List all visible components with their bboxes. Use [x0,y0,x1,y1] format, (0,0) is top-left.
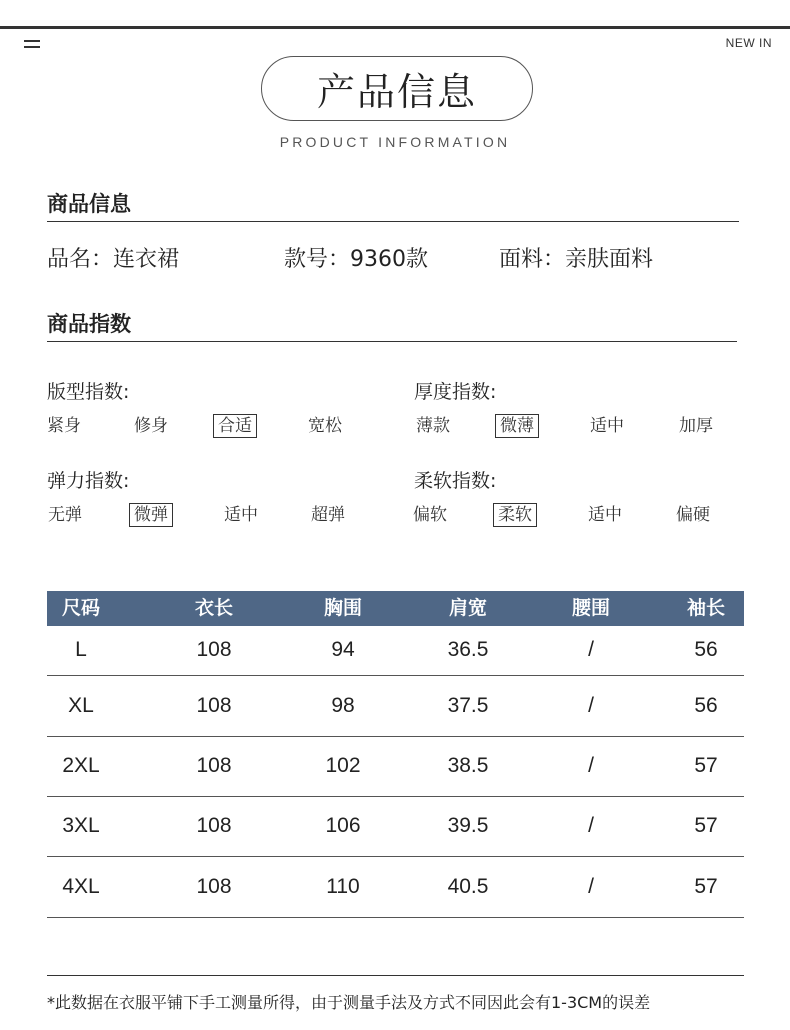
table-cell: 108 [196,814,232,837]
table-cell: 39.5 [447,814,489,837]
table-row [47,737,744,797]
fit-option-4: 宽松 [308,416,342,436]
menu-icon[interactable] [24,40,40,50]
title-pill [261,56,533,121]
size-table-header [47,591,744,626]
table-cell: 56 [694,694,718,717]
elasticity-option-3: 适中 [224,505,258,525]
product-index-rule [47,341,737,342]
table-cell: 57 [694,814,718,837]
column-header-2: 衣长 [194,597,234,619]
table-row [47,626,744,676]
product-model: 款号：9360款 [284,247,428,272]
table-cell: 4XL [62,875,100,898]
softness-index-label: 柔软指数: [414,470,497,492]
thickness-index-label: 厚度指数: [414,381,497,403]
page-subtitle: PRODUCT INFORMATION [279,134,511,150]
table-cell: XL [68,694,94,717]
product-index-title: 商品指数 [47,312,131,336]
new-in-label[interactable]: NEW IN [725,36,772,50]
table-cell: 94 [331,638,355,661]
table-cell: 106 [325,814,361,837]
product-fabric: 面料：亲肤面料 [499,247,654,272]
elasticity-index-label: 弹力指数: [47,470,130,492]
product-info-title: 商品信息 [47,192,131,216]
fit-option-3-selected: 合适 [213,414,257,438]
column-header-5: 腰围 [571,597,611,619]
table-cell: 110 [326,875,360,898]
table-cell: 108 [196,754,232,777]
footnote-rule [47,975,744,976]
table-cell: 56 [694,638,718,661]
table-cell: 36.5 [447,638,489,661]
thickness-option-2-selected: 微薄 [495,414,539,438]
table-cell: 98 [331,694,355,717]
softness-option-2-selected: 柔软 [493,503,537,527]
table-cell: 37.5 [447,694,489,717]
page-title: 产品信息 [316,70,477,114]
elasticity-option-1: 无弹 [48,505,82,525]
product-info-rule [47,221,739,222]
column-header-1: 尺码 [61,597,101,619]
thickness-option-1: 薄款 [416,416,450,436]
table-cell: L [75,638,87,661]
table-row [47,857,744,918]
table-cell: 102 [325,754,361,777]
column-header-6: 袖长 [686,597,726,619]
table-cell: / [588,875,594,898]
elasticity-option-2-selected: 微弹 [129,503,173,527]
column-header-3: 胸围 [323,597,363,619]
table-cell: 38.5 [447,754,489,777]
table-cell: 108 [196,638,232,661]
table-cell: / [588,754,594,777]
softness-option-3: 适中 [588,505,622,525]
fit-option-1: 紧身 [47,416,81,436]
table-cell: 108 [196,694,232,717]
fit-option-2: 修身 [134,416,168,436]
product-name: 品名：连衣裙 [47,247,180,272]
thickness-option-3: 适中 [590,416,624,436]
table-cell: / [588,694,594,717]
measurement-footnote: *此数据在衣服平铺下手工测量所得，由于测量手法及方式不同因此会有1-3CM的误差 [47,993,651,1012]
table-cell: 57 [694,875,718,898]
elasticity-option-4: 超弹 [311,505,345,525]
table-cell: / [588,814,594,837]
softness-option-4: 偏硬 [676,505,710,525]
column-header-4: 肩宽 [448,597,488,619]
table-cell: 57 [694,754,718,777]
table-cell: 40.5 [447,875,489,898]
table-row [47,797,744,857]
softness-option-1: 偏软 [413,505,447,525]
table-row [47,676,744,737]
thickness-option-4: 加厚 [679,416,713,436]
top-rule [0,26,790,29]
table-cell: 108 [196,875,232,898]
table-cell: 2XL [62,754,100,777]
table-cell: 3XL [62,814,100,837]
fit-index-label: 版型指数: [47,381,130,403]
table-cell: / [588,638,594,661]
